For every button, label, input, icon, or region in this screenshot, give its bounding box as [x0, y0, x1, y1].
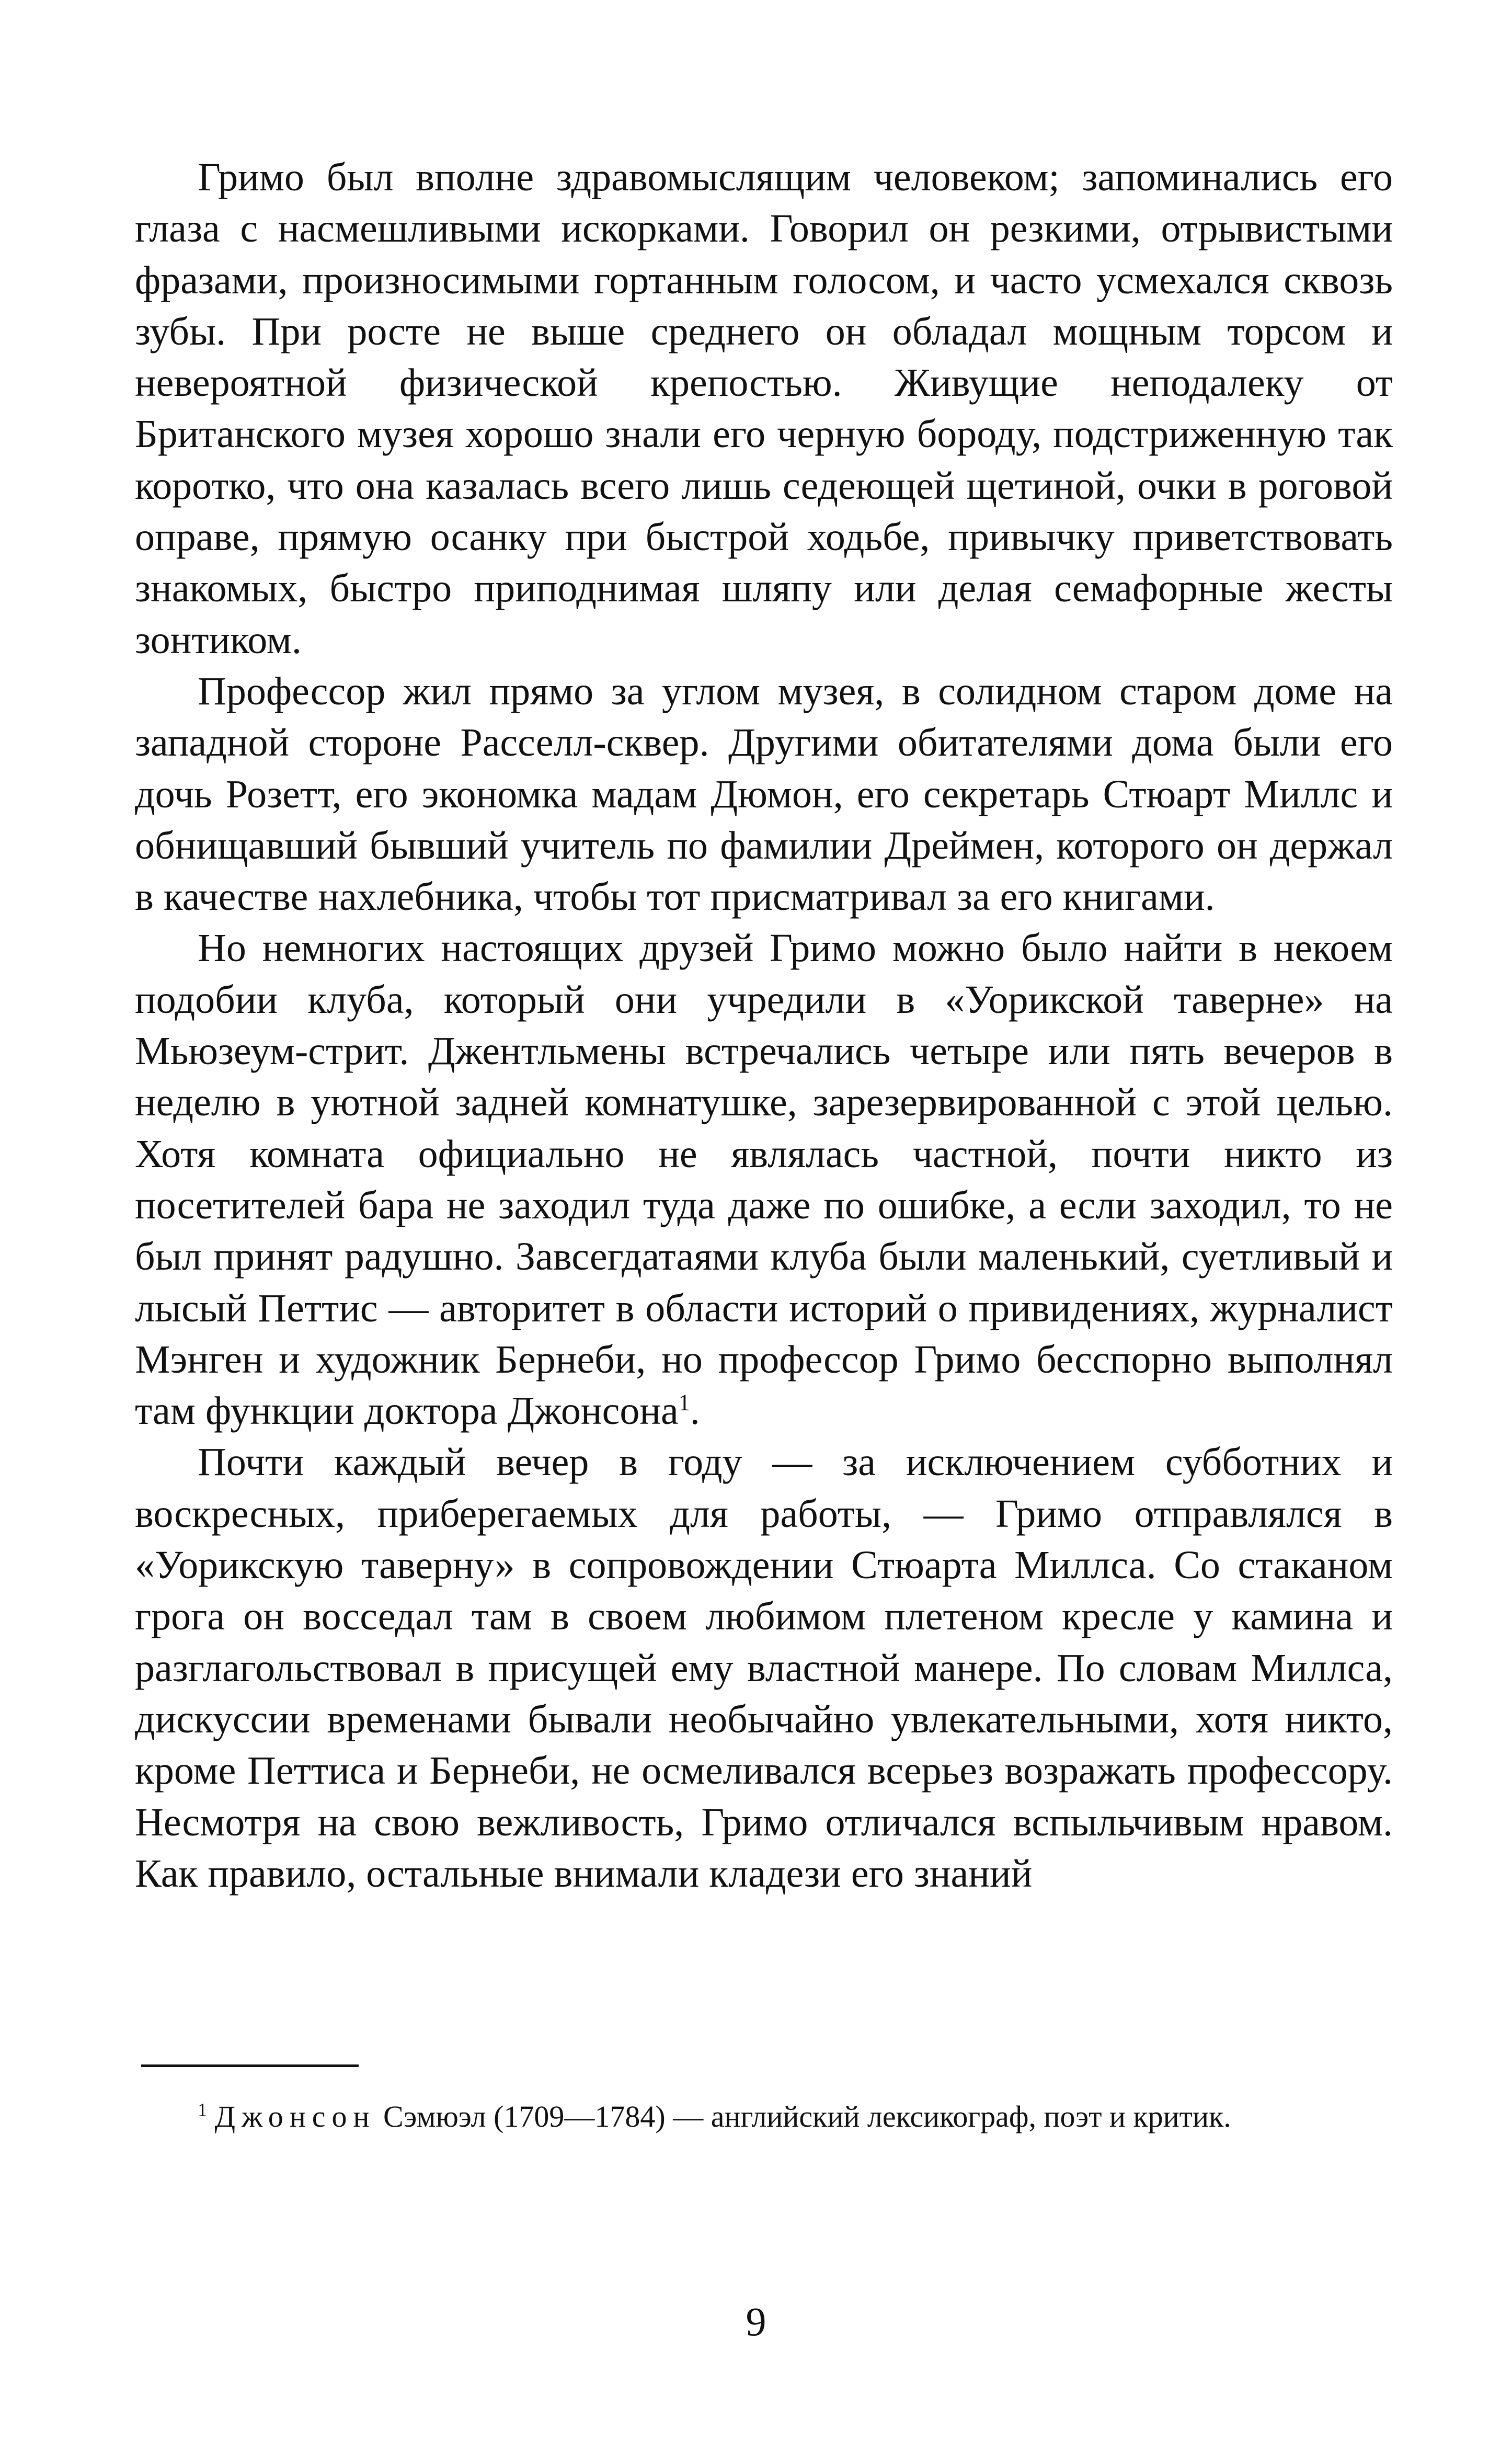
footnote	[135, 2097, 1393, 2137]
paragraph-3-text: Но немногих настоящих друзей Гримо можно было найти в некоем подобии клуба, который они учредили в «Уорикской таверне» на Мьюзеум-стрит. Джентльмены встречались четыре или пять вечеров в неделю в уютной задней комнатушке, зарезервированной с этой целью. Хотя комната официально не являлась частной, почти никто из посетителей бара не заходил туда даже по ошибке, а если заходил, то не был принят радушно. Завсегдатаями клуба были маленький, суетливый и лысый Петтис — авторитет в области историй о привидениях, журналист Мэнген и художник Бернеби, но профессор Гримо бесспорно выполнял там функции доктора Джонсона	[135, 926, 1393, 1433]
footnote-name: Джонсон	[214, 2100, 376, 2133]
paragraph-3-end: .	[690, 1389, 700, 1433]
footnote-reference[interactable]: 1	[678, 1389, 690, 1416]
paragraph-4: Почти каждый вечер в году — за исключением субботних и воскресных, приберегаемых для работы, — Гримо отправлялся в «Уорикскую таверну» в сопровождении Стюарта Миллса. Со стаканом грога он восседал там в своем любимом плетеном кресле у камина и разглагольствовал в присущей ему властной манере. По словам Миллса, дискуссии временами бывали необычайно увлекательными, хотя никто, кроме Петтиса и Бернеби, не осмеливался всерьез возражать профессору. Несмотря на свою вежливость, Гримо отличался вспыльчивым нравом. Как правило, остальные внимали кладези его знаний	[135, 1440, 1393, 1896]
footnote-text: Сэмюэл (1709—1784) — английский лексикограф, поэт и критик.	[375, 2100, 1231, 2133]
page-number: 9	[746, 2299, 766, 2344]
paragraph-1: Гримо был вполне здравомыслящим человеком; запоминались его глаза с насмешливыми искорками. Говорил он резкими, отрывистыми фразами, произносимыми гортанным голосом, и часто усмехался сквозь зубы. При росте не выше среднего он обладал мощным торсом и невероятной физической крепостью. Живущие неподалеку от Британского музея хорошо знали его черную бороду, подстриженную так коротко, что она казалась всего лишь седеющей щетиной, очки в роговой оправе, прямую осанку при быстрой ходьбе, привычку приветствовать знакомых, быстро приподнимая шляпу или делая семафорные жесты зонтиком.	[135, 155, 1393, 662]
paragraph-3	[135, 922, 1393, 1436]
page-body	[135, 152, 1393, 1899]
footnote-separator	[141, 2064, 359, 2067]
paragraph-2: Профессор жил прямо за углом музея, в солидном старом доме на западной стороне Расселл-сквер. Другими обитателями дома были его дочь Розетт, его экономка мадам Дюмон, его секретарь Стюарт Миллс и обнищавший бывший учитель по фамилии Дреймен, которого он держал в качестве нахлебника, чтобы тот присматривал за его книгами.	[135, 669, 1393, 919]
footnote-marker: 1	[198, 2099, 207, 2120]
